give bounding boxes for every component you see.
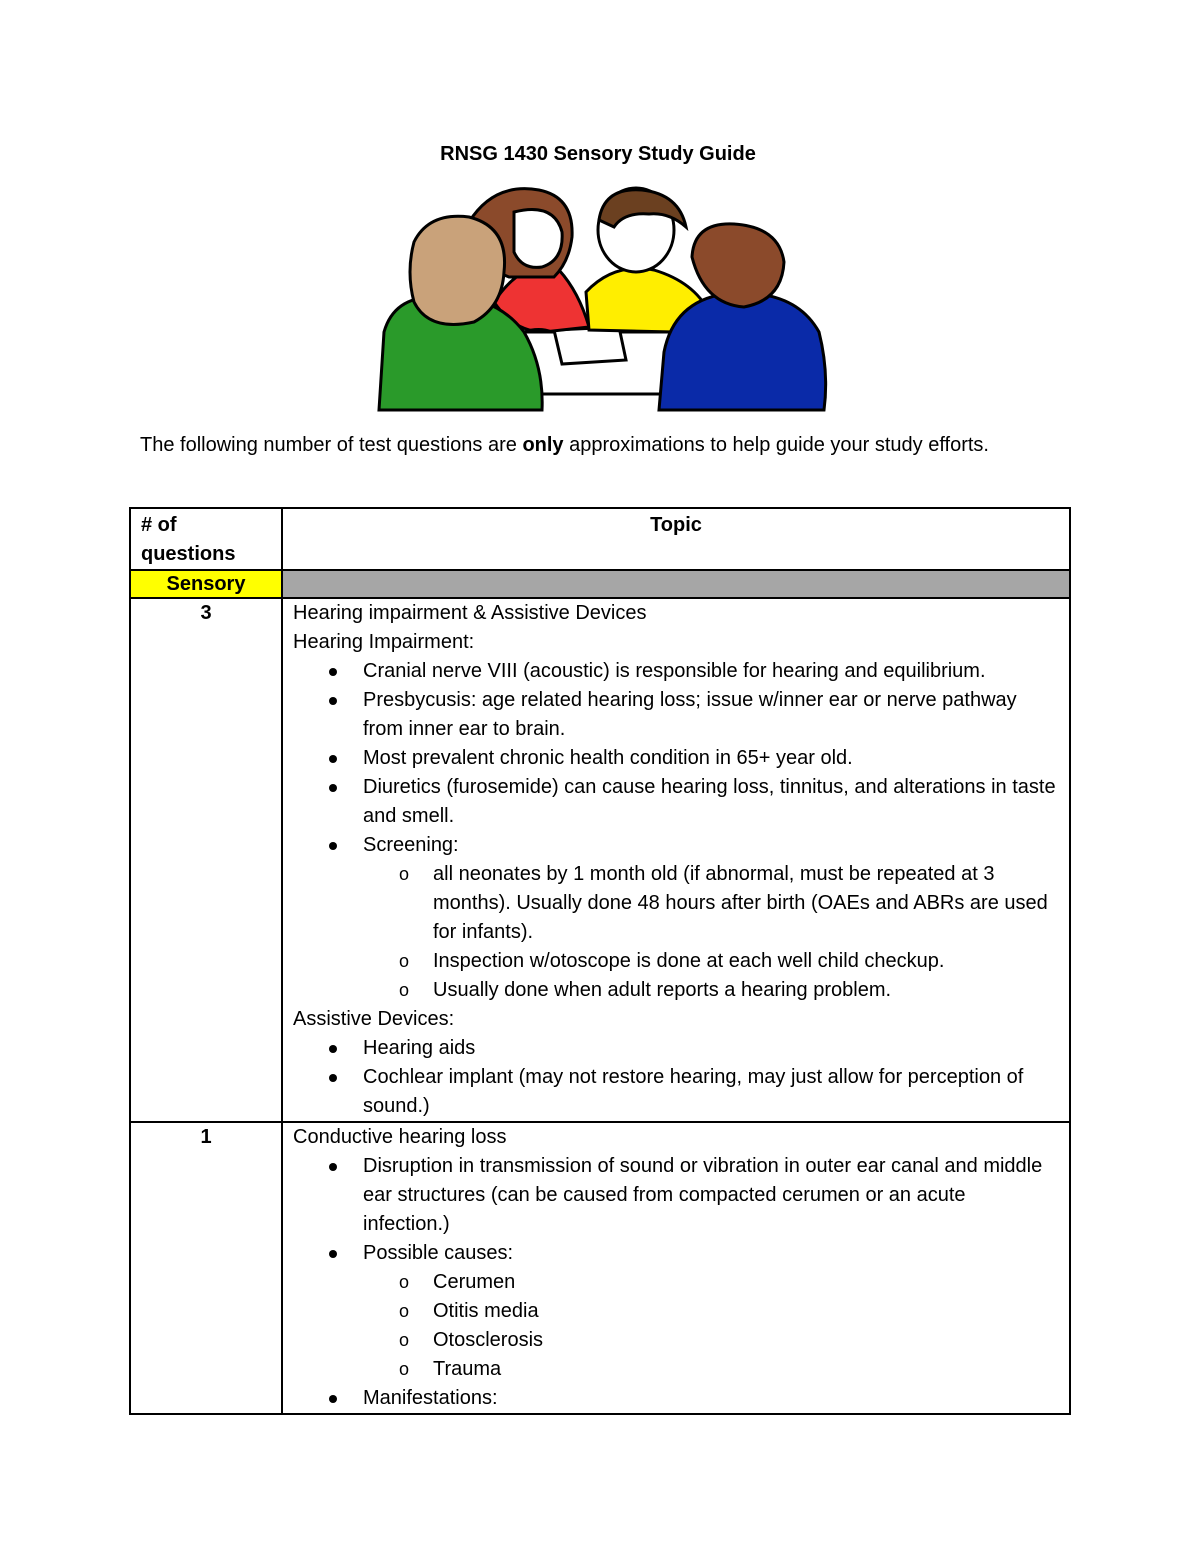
topic-title: Conductive hearing loss <box>293 1126 507 1148</box>
list-item-causes <box>363 1239 1057 1384</box>
list-item-text: Screening: <box>363 834 459 856</box>
intro-paragraph <box>140 430 1040 460</box>
table-header-row <box>130 508 1070 570</box>
list-item-screening <box>363 831 1057 1005</box>
sub-list <box>363 1268 1057 1384</box>
topic-cell <box>282 598 1070 1122</box>
list-item: Hearing aids <box>363 1034 1057 1063</box>
sub-list-item: o all neonates by 1 month old (if abnormal, must be repeated at 3 months). Usually done 48 hours after birth (OAEs and ABRs are used for infants). <box>433 860 1057 947</box>
list-item: Most prevalent chronic health condition in 65+ year old. <box>363 744 1057 773</box>
header-topic: Topic <box>282 508 1070 570</box>
intro-text-end: approximations to help guide your study efforts. <box>563 434 989 456</box>
topic-cell <box>282 1122 1070 1414</box>
sub-list-item: o Cerumen <box>433 1268 1057 1297</box>
table-row <box>130 1122 1070 1414</box>
list-item: Cranial nerve VIII (acoustic) is responsible for hearing and equilibrium. <box>363 657 1057 686</box>
bullet-list <box>293 1034 1057 1121</box>
list-item: Presbycusis: age related hearing loss; issue w/inner ear or nerve pathway from inner ear to brain. <box>363 686 1057 744</box>
section-label: Sensory <box>130 570 282 598</box>
sub-list <box>363 860 1057 1005</box>
subheading: Assistive Devices: <box>293 1008 455 1030</box>
list-item-text: Possible causes: <box>363 1242 514 1264</box>
students-studying-icon <box>374 182 830 414</box>
bullet-list <box>293 657 1057 1005</box>
table-row <box>130 598 1070 1122</box>
topic-title: Hearing impairment & Assistive Devices <box>293 602 647 624</box>
section-bar <box>282 570 1070 598</box>
list-item: Diuretics (furosemide) can cause hearing loss, tinnitus, and alterations in taste and smell. <box>363 773 1057 831</box>
intro-emphasis: only <box>522 434 564 456</box>
sub-list-item: o Inspection w/otoscope is done at each well child checkup. <box>433 947 1057 976</box>
list-item: Cochlear implant (may not restore hearing, may just allow for perception of sound.) <box>363 1063 1057 1121</box>
sub-list-item: o Otosclerosis <box>433 1326 1057 1355</box>
list-item: Manifestations: <box>363 1384 1057 1413</box>
bullet-list <box>293 1152 1057 1413</box>
document-title: RNSG 1430 Sensory Study Guide <box>440 143 756 165</box>
question-count: 3 <box>130 598 282 1122</box>
sub-list-item: o Trauma <box>433 1355 1057 1384</box>
question-count: 1 <box>130 1122 282 1414</box>
header-question-count: # of questions <box>130 508 282 570</box>
section-row <box>130 570 1070 598</box>
study-guide-table <box>129 507 1071 1415</box>
intro-text-start: The following number of test questions are <box>140 434 523 456</box>
subheading: Hearing Impairment: <box>293 631 475 653</box>
sub-list-item: o Usually done when adult reports a hearing problem. <box>433 976 1057 1005</box>
sub-list-item: o Otitis media <box>433 1297 1057 1326</box>
list-item: Disruption in transmission of sound or vibration in outer ear canal and middle ear structures (can be caused from compacted cerumen or an acute infection.) <box>363 1152 1057 1239</box>
